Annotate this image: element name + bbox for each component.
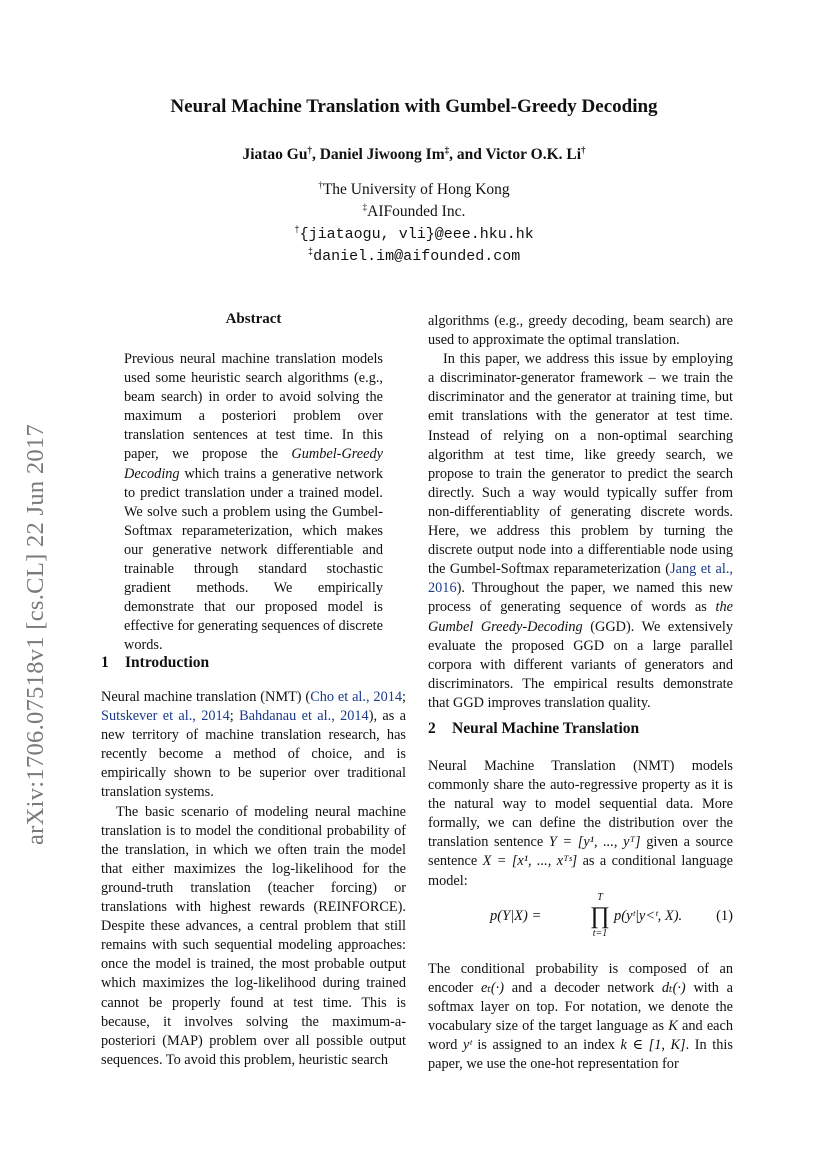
citation-jang[interactable]: Jang et al., 2016 (428, 561, 733, 597)
ggd-term: the Gumbel Greedy-Decoding (428, 599, 733, 635)
author-2-mark: ‡ (444, 144, 450, 155)
citation-cho[interactable]: Cho et al., 2014 (310, 689, 403, 705)
math-y-def: Y = [y¹, ..., yᵀ] (548, 834, 641, 851)
affiliation-aifounded (0, 203, 828, 221)
email-aifounded-text: daniel.im@aifounded.com (313, 248, 521, 265)
intro-paragraph-4: In this paper, we address this issue by employing a discriminator-generator framework – we train the discriminator and the generator at training time, but emit translations with the generator at test time. Instead of relying on a non-optimal searching algorithm at test time, like greedy search, we propose to train the generator to predict the search directly. Such a way would typically suffer from non-differentiablity of generating discrete words. Here, we address this problem by turning the discrete output node into a differentiable node using the Gumbel-Softmax reparameterization (Jang et al., 2016). Throughout the paper, we named this new process of generating sequence of words as the Gumbel Greedy-Decoding (GGD). We extensively evaluate the proposed GGD on a large parallel corpora with different variants of generators and discriminators. The empirical results demonstrate that GGD improves translation quality. (428, 351, 734, 711)
section-title: Neural Machine Translation (452, 720, 640, 737)
product-symbol: ∏ (590, 903, 610, 929)
author-3: and Victor O.K. Li (456, 146, 582, 163)
equation-rhs: p(yᵗ|y<ᵗ, X). (614, 908, 683, 924)
email-hku (0, 226, 828, 243)
email-aifounded-mark: ‡ (307, 247, 314, 257)
product-upper-limit: T (597, 892, 603, 903)
paper-title: Neural Machine Translation with Gumbel-Greedy Decoding (170, 96, 658, 117)
nmt-body-2 (428, 960, 733, 1075)
author-1-mark: † (307, 144, 312, 155)
affiliation-hku (0, 181, 828, 199)
product-operator (588, 892, 612, 940)
email-aifounded (0, 248, 828, 265)
product-lower-limit: t=1 (592, 928, 608, 939)
nmt-paragraph-2: The conditional probability is composed of an encoder eₜ(·) and a decoder network dₜ(·) with a softmax layer on top. For notation, we denote the vocabulary size of the target language as K and each word yᵗ is assigned to an index k ∈ [1, K]. In this paper, we use the one-hot representation for (428, 961, 734, 1073)
abstract-body: Previous neural machine translation models used some heuristic search algorithms (e.g., beam search) in order to avoid solving the maximum a posteriori problem over translation sentences at test time. In this paper, we propose the Gumbel-Greedy Decoding which trains a generative network to predict translation under a trained model. We solve such a problem using the Gumbel-Softmax reparameterization, which makes our generative network differentiable and trainable through standard stochastic gradient methods. We empirically demonstrate that our proposed model is effective for generating sequences of discrete words. (124, 351, 383, 654)
nmt-paragraph-1: Neural Machine Translation (NMT) models commonly share the auto-regressive property as it is the natural way to model sequential data. More formally, we can define the distribution over the translation sentence Y = [y¹, ..., yᵀ] given a source sentence X = [x¹, ..., xᵀˢ] as a conditional language model: (428, 758, 733, 889)
math-x-def: X = [x¹, ..., xᵀˢ] (482, 853, 578, 870)
math-k-range: k ∈ [1, K] (620, 1037, 686, 1054)
author-2: Daniel Jiwoong Im (319, 146, 445, 163)
right-column-body (428, 312, 733, 713)
intro-paragraph-2: The basic scenario of modeling neural machine translation is to model the conditional probability of the translation, in which we often train the model that either maximizes the log-likelihood for the ground-truth translation (teacher forcing) or translations with highest rewards (REINFORCE). Despite these advances, a central problem that still remains with such sequential modeling approaches: once the model is trained, the most probable output which maximizes the log-likelihood during trained cannot be properly found at test time. This is because, it involves solving the maximum-a-posteriori (MAP) problem over all possible output sequences. To avoid this problem, heuristic search (101, 803, 406, 1068)
arxiv-identifier: arXiv:1706.07518v1 [cs.CL] 22 Jun 2017 (22, 423, 49, 845)
math-yt: yᵗ (462, 1037, 472, 1054)
section-nmt-heading (428, 720, 639, 738)
author-1: Jiatao Gu (242, 146, 308, 163)
citation-bahdanau[interactable]: Bahdanau et al., 2014 (239, 708, 369, 725)
math-k: K (668, 1018, 678, 1035)
email-hku-text: {jiataogu, vli}@eee.hku.hk (299, 226, 534, 243)
affiliation-hku-mark: † (318, 179, 323, 190)
math-decoder: dₜ(·) (661, 980, 686, 997)
citation-sutskever[interactable]: Sutskever et al., 2014 (101, 708, 230, 725)
email-hku-mark: † (294, 225, 300, 235)
equation-1 (428, 892, 733, 942)
section-introduction-heading (101, 654, 209, 672)
nmt-body-1 (428, 757, 733, 891)
math-encoder: eₜ(·) (481, 980, 504, 997)
section-number: 1 (101, 654, 109, 671)
author-3-mark: † (581, 144, 586, 155)
abstract-method-name: Gumbel-Greedy Decoding (124, 446, 383, 482)
equation-lhs: p(Y|X) = (490, 908, 542, 924)
affiliation-aifounded-mark: ‡ (362, 201, 368, 212)
section-number: 2 (428, 720, 436, 737)
equation-number: (1) (716, 908, 733, 924)
affiliation-hku-text: The University of Hong Kong (322, 181, 510, 198)
intro-paragraph-3: algorithms (e.g., greedy decoding, beam search) are used to approximate the optimal translation. (428, 313, 733, 349)
introduction-body (101, 688, 406, 1070)
affiliation-aifounded-text: AIFounded Inc. (367, 203, 466, 220)
author-list: Jiatao Gu†, Daniel Jiwoong Im‡, and Victor O.K. Li† (242, 144, 586, 163)
abstract-heading: Abstract (225, 311, 282, 327)
intro-paragraph-1: Neural machine translation (NMT) (Cho et al., 2014; Sutskever et al., 2014; Bahdanau et al., 2014), as a new territory of machine translation research, has recently become a method of choice, and is empirically shown to be superior over traditional translation systems. (101, 689, 406, 801)
section-title: Introduction (125, 654, 210, 671)
